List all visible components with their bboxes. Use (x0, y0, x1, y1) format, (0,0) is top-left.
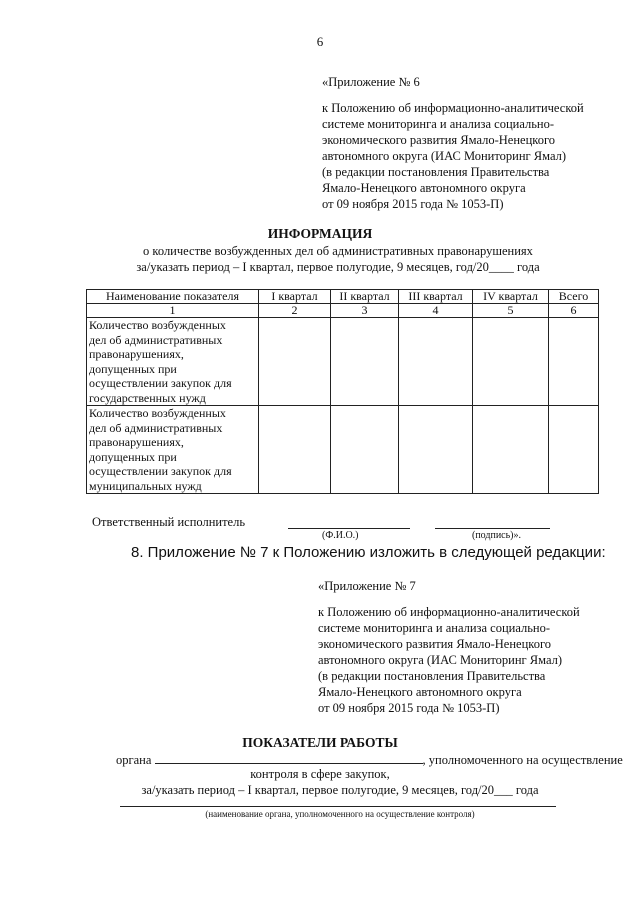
fio-caption: (Ф.И.О.) (322, 530, 359, 541)
signature-caption: (подпись)». (472, 530, 522, 541)
table-row (87, 406, 599, 494)
table-number-row (87, 304, 599, 318)
organ-name-line (120, 806, 556, 807)
table-header-row (87, 290, 599, 304)
row-label-line: осуществлении закупок для (89, 376, 232, 390)
appendix-7-line: от 09 ноября 2015 года № 1053-П) (318, 701, 500, 715)
responsible-label: Ответственный исполнитель (92, 515, 246, 529)
organ-line (116, 751, 623, 768)
appendix-7-title: «Приложение № 7 (318, 579, 416, 593)
fio-line (288, 528, 410, 529)
indicators-line-3: за/указать период – I квартал, первое полугодие, 9 месяцев, год/20___ года (141, 783, 539, 797)
row-label-line: правонарушениях, (89, 347, 184, 361)
item-8-text: 8. Приложение № 7 к Положению изложить в следующей редакции: (131, 544, 606, 561)
indicators-line-2: контроля в сфере закупок, (250, 767, 390, 781)
row-label-state (87, 318, 259, 406)
appendix-7-line: автономного округа (ИАС Мониторинг Ямал) (318, 653, 563, 667)
column-header: Всего (549, 290, 599, 304)
appendix-6-line: экономического развития Ямало-Ненецкого (322, 133, 556, 147)
table-cell (331, 318, 399, 406)
appendix-7-line: экономического развития Ямало-Ненецкого (318, 637, 552, 651)
column-number: 6 (549, 304, 599, 318)
row-label-line: допущенных при (89, 361, 177, 376)
appendix-6-line: от 09 ноября 2015 года № 1053-П) (322, 197, 504, 211)
info-table (86, 289, 599, 494)
appendix-6-line: (в редакции постановления Правительства (322, 165, 550, 179)
column-header: Наименование показателя (87, 290, 259, 304)
table-cell (549, 406, 599, 494)
table-cell (331, 406, 399, 494)
organ-name-caption: (наименование органа, уполномоченного на осуществление контроля) (205, 809, 475, 819)
row-label-line: государственных нужд (89, 390, 206, 405)
appendix-7-line: Ямало-Ненецкого автономного округа (318, 685, 522, 699)
row-label-line: Количество возбужденных (89, 318, 226, 332)
organ-prefix: органа (116, 753, 152, 767)
table-cell (399, 406, 473, 494)
table-cell (259, 406, 331, 494)
table-cell (473, 406, 549, 494)
appendix-7-line: к Положению об информационно-аналитической (318, 605, 580, 619)
info-subtitle-2: за/указать период – I квартал, первое полугодие, 9 месяцев, год/20____ года (136, 260, 540, 274)
organ-suffix: , уполномоченного на осуществление (422, 753, 623, 767)
appendix-6-line: Ямало-Ненецкого автономного округа (322, 181, 526, 195)
column-number: 5 (473, 304, 549, 318)
info-heading: ИНФОРМАЦИЯ (267, 226, 373, 241)
table-cell (259, 318, 331, 406)
indicators-heading: ПОКАЗАТЕЛИ РАБОТЫ (242, 735, 398, 750)
page-number: 6 (316, 34, 324, 49)
column-number: 2 (259, 304, 331, 318)
appendix-6-line: к Положению об информационно-аналитической (322, 101, 584, 115)
table-cell (473, 318, 549, 406)
appendix-6-block (322, 74, 622, 212)
column-header: IV квартал (473, 290, 549, 304)
column-number: 1 (87, 304, 259, 318)
row-label-line: дел об административных (89, 420, 223, 435)
row-label-line: осуществлении закупок для (89, 464, 232, 478)
column-header: I квартал (259, 290, 331, 304)
column-header: II квартал (331, 290, 399, 304)
table-cell (549, 318, 599, 406)
row-label-line: муниципальных нужд (89, 478, 202, 493)
table-cell (399, 318, 473, 406)
appendix-6-line: автономного округа (ИАС Мониторинг Ямал) (322, 149, 567, 163)
column-header: III квартал (399, 290, 473, 304)
row-label-line: дел об административных (89, 332, 223, 347)
appendix-6-title: «Приложение № 6 (322, 75, 420, 89)
row-label-municipal (87, 406, 259, 494)
appendix-7-block (318, 578, 618, 716)
appendix-7-line: (в редакции постановления Правительства (318, 669, 546, 683)
row-label-line: правонарушениях, (89, 435, 184, 449)
row-label-line: допущенных при (89, 449, 177, 464)
row-label-line: Количество возбужденных (89, 406, 226, 420)
column-number: 3 (331, 304, 399, 318)
column-number: 4 (399, 304, 473, 318)
appendix-6-line: системе мониторинга и анализа социально- (322, 117, 555, 131)
signature-line (435, 528, 550, 529)
appendix-7-line: системе мониторинга и анализа социально- (318, 621, 551, 635)
table-row (87, 318, 599, 406)
info-subtitle-1: о количестве возбужденных дел об административных правонарушениях (143, 244, 533, 258)
organ-blank (155, 751, 423, 764)
